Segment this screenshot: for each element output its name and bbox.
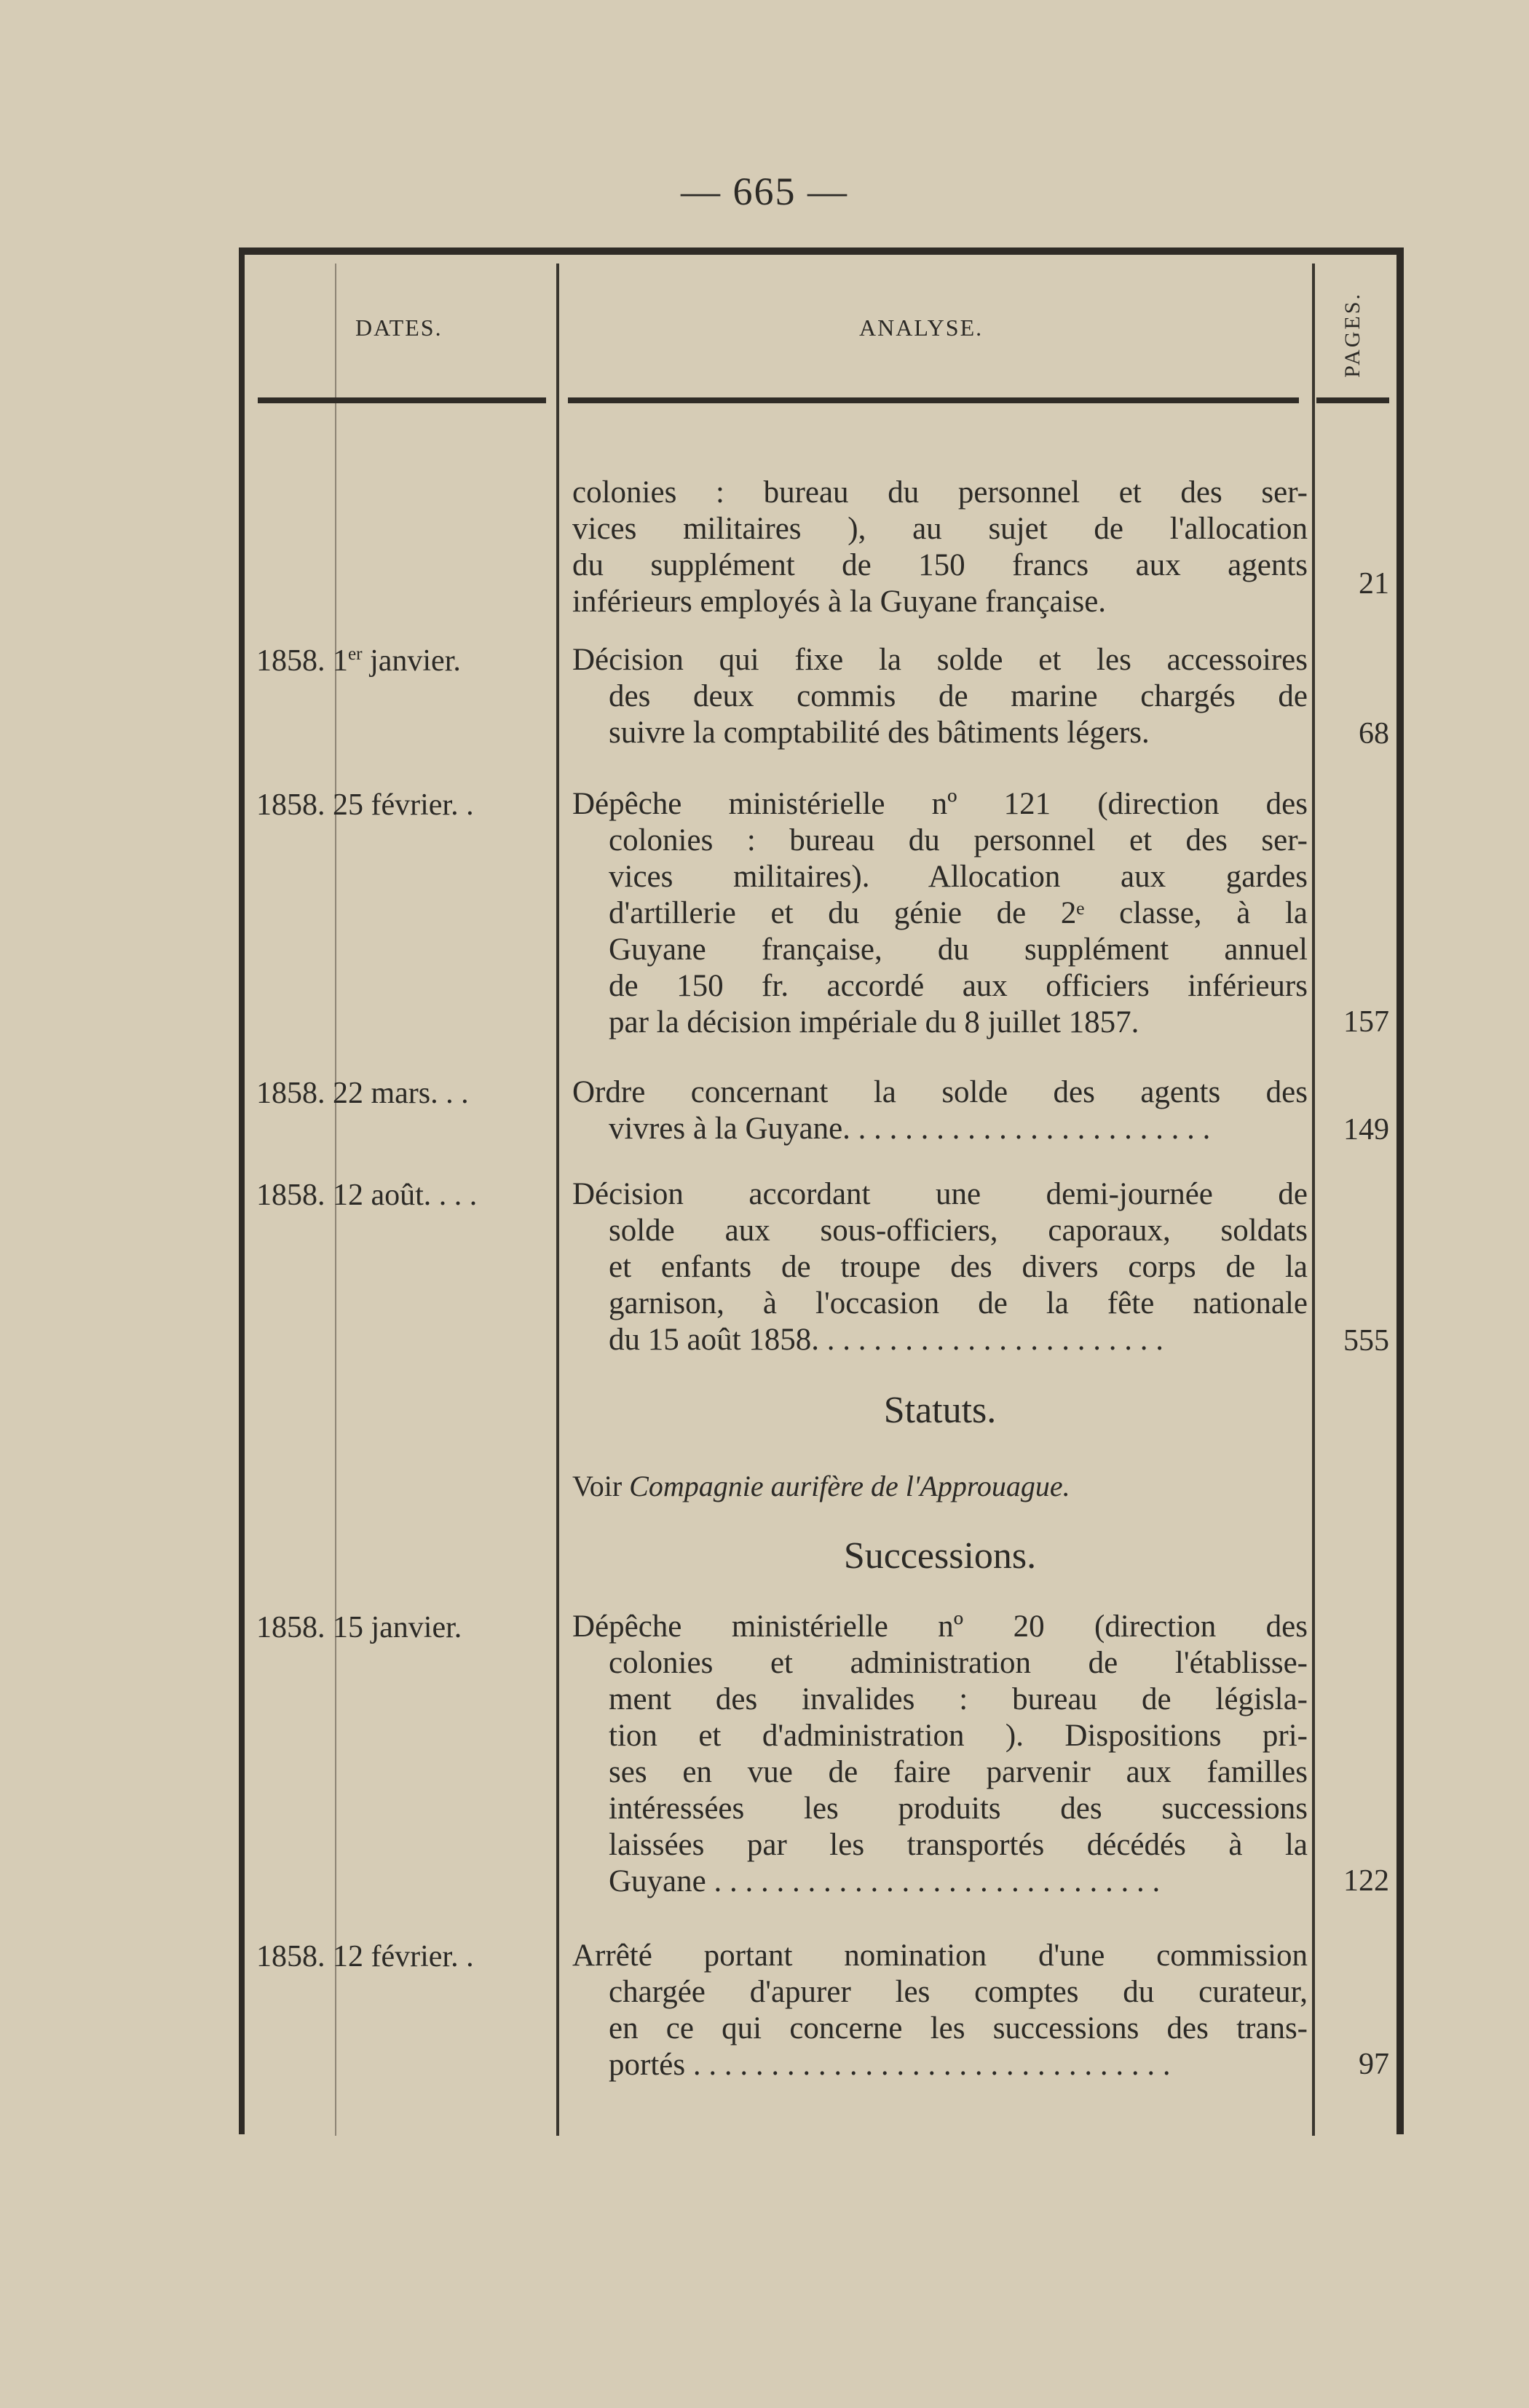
- entry-line: colonies : bureau du personnel et des ser-: [572, 475, 1308, 510]
- entry-line: colonies : bureau du personnel et des ser-: [609, 823, 1308, 858]
- page-number: — 665 —: [681, 170, 848, 213]
- entry-line: vivres à la Guyane. . . . . . . . . . . . . . . . . . . . . . . .: [609, 1112, 1211, 1146]
- header-rule-dates: [258, 397, 546, 403]
- entry-page: 149: [1343, 1113, 1389, 1146]
- header-rule-analyse: [568, 397, 1299, 403]
- entry-date-day: 1: [333, 644, 348, 678]
- entry-line: par la décision impériale du 8 juillet 1857.: [609, 1005, 1139, 1039]
- entry-line: Arrêté portant nomination d'une commission: [572, 1938, 1308, 1973]
- entry-line: du 15 août 1858. . . . . . . . . . . . . . . . . . . . . . .: [609, 1323, 1164, 1357]
- entry-line: et enfants de troupe des divers corps de la: [609, 1250, 1308, 1284]
- entry-line: ment des invalides : bureau de législa-: [609, 1682, 1308, 1716]
- entry-analyse: [572, 1176, 1308, 1358]
- entry-page: 122: [1343, 1864, 1389, 1898]
- entry-page: 555: [1343, 1324, 1389, 1358]
- entry-date: 1858. 12 août. . . .: [256, 1179, 478, 1212]
- see-also: [572, 1469, 1070, 1503]
- entry-page: 157: [1343, 1005, 1389, 1039]
- header-analyse: ANALYSE.: [859, 314, 984, 341]
- entry-line: inférieurs employés à la Guyane française.: [572, 585, 1107, 619]
- entry-line: Dépêche ministérielle nº 121 (direction des: [572, 787, 1308, 821]
- column-divider-dates-analyse: [556, 264, 559, 2136]
- entry-page: 68: [1359, 717, 1389, 750]
- entry-line: du supplément de 150 francs aux agents: [572, 548, 1308, 582]
- entry-line: de 150 fr. accordé aux officiers inférieurs: [609, 969, 1308, 1003]
- entry-line: portés . . . . . . . . . . . . . . . . . . . . . . . . . . . . . . .: [609, 2048, 1171, 2082]
- header-rule-pages: [1316, 397, 1389, 403]
- entry-line: Dépêche ministérielle nº 20 (direction des: [572, 1609, 1308, 1644]
- entry-date: [256, 643, 555, 678]
- entry-analyse: [572, 1938, 1308, 2083]
- entry-line: Décision accordant une demi-journée de: [572, 1177, 1308, 1211]
- entry-line: vices militaires ), au sujet de l'allocation: [572, 512, 1308, 546]
- entry-date: 1858. 25 février. .: [256, 788, 474, 822]
- entry-line: d'artillerie et du génie de 2ᵉ classe, à la: [609, 896, 1308, 930]
- entry-line: en ce qui concerne les successions des trans-: [609, 2011, 1308, 2045]
- entry-date-year: 1858.: [256, 644, 325, 678]
- entry-line: tion et d'administration ). Dispositions pri-: [609, 1719, 1308, 1753]
- entry-analyse: [572, 786, 1308, 1041]
- entry-page: 97: [1359, 2048, 1389, 2081]
- entry-date-month: janvier.: [370, 644, 461, 678]
- section-title-successions: Successions.: [843, 1535, 1037, 1577]
- entry-page: 21: [1359, 567, 1389, 601]
- see-also-target: Compagnie aurifère de l'Approuague.: [629, 1470, 1070, 1502]
- entry-line: intéressées les produits des successions: [609, 1791, 1308, 1826]
- entry-date: 1858. 15 janvier.: [256, 1611, 462, 1644]
- entry-line: Ordre concernant la solde des agents des: [572, 1075, 1308, 1109]
- column-divider-analyse-pages: [1312, 264, 1315, 2136]
- entry-line: suivre la comptabilité des bâtiments légers.: [609, 716, 1150, 750]
- header-pages: [1319, 277, 1386, 393]
- section-title-statuts: Statuts.: [883, 1390, 997, 1431]
- entry-line: ses en vue de faire parvenir aux familles: [609, 1755, 1308, 1789]
- entry-line: colonies et administration de l'établisse-: [609, 1646, 1308, 1680]
- see-also-prefix: Voir: [572, 1470, 623, 1502]
- entry-analyse: [572, 1074, 1308, 1147]
- entry-line: chargée d'apurer les comptes du curateur,: [609, 1975, 1308, 2009]
- entry-line: laissées par les transportés décédés à la: [609, 1828, 1308, 1862]
- entry-date-sup: er: [348, 644, 363, 664]
- entry-line: Guyane . . . . . . . . . . . . . . . . . . . . . . . . . . . . .: [609, 1864, 1161, 1898]
- entry-date: 1858. 12 février. .: [256, 1940, 474, 1973]
- entry-line: garnison, à l'occasion de la fête nationale: [609, 1286, 1308, 1320]
- entry-line: Décision qui fixe la solde et les accessoires: [572, 643, 1308, 677]
- entry-line: Guyane française, du supplément annuel: [609, 932, 1308, 967]
- entry-analyse: [572, 475, 1308, 620]
- entry-line: solde aux sous-officiers, caporaux, soldats: [609, 1213, 1308, 1248]
- entry-date: 1858. 22 mars. . .: [256, 1077, 469, 1110]
- header-pages-label: PAGES.: [1340, 292, 1364, 378]
- entry-line: des deux commis de marine chargés de: [609, 679, 1308, 713]
- entry-analyse: [572, 642, 1308, 751]
- entry-analyse: [572, 1609, 1308, 1900]
- header-dates: DATES.: [355, 314, 443, 341]
- entry-line: vices militaires). Allocation aux gardes: [609, 860, 1308, 894]
